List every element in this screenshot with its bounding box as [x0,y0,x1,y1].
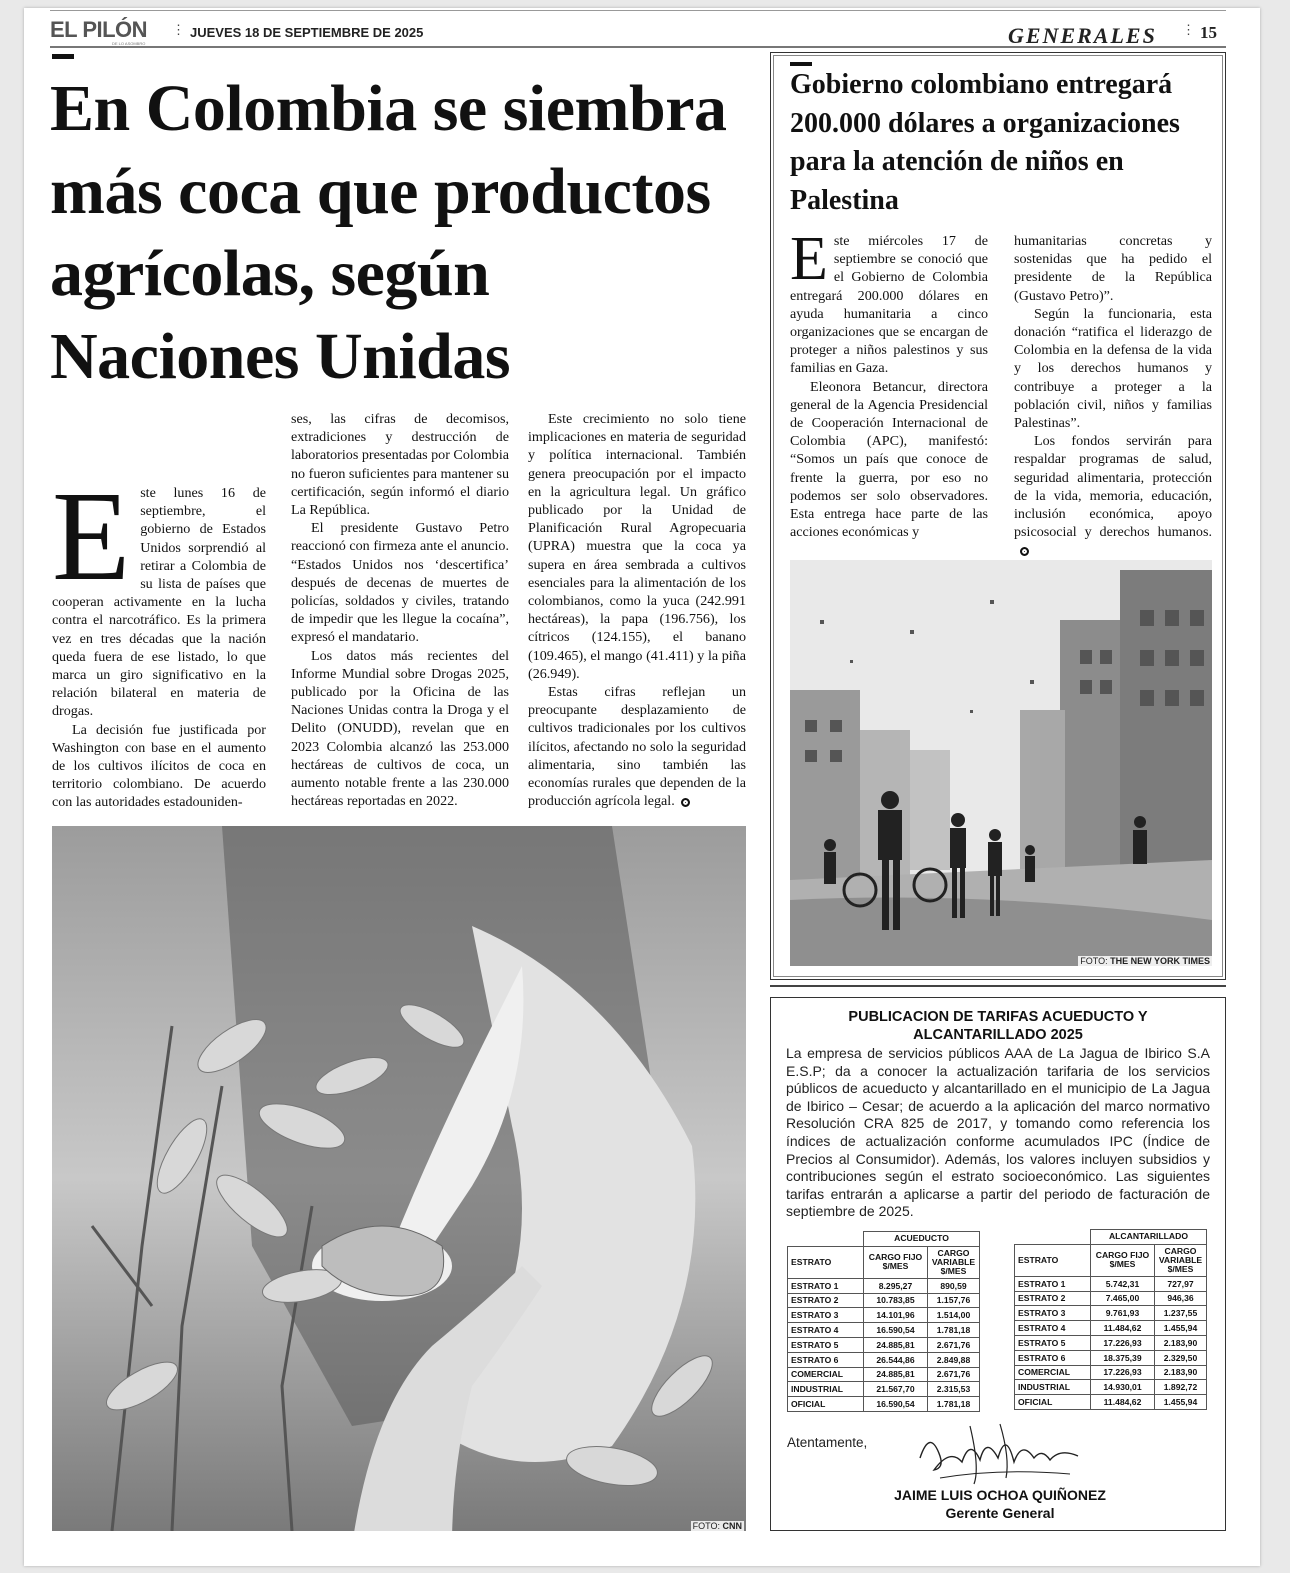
table-row [1015,1350,1207,1365]
drop-cap: E [52,465,131,607]
signatory-role: Gerente General [945,1505,1055,1521]
row-label: ESTRATO 6 [788,1352,864,1367]
row-label: ESTRATO 1 [1015,1276,1091,1291]
row-label: INDUSTRIAL [788,1382,864,1397]
coca-harvest-image [52,826,746,1531]
table-cell: 26.544,86 [864,1352,928,1367]
row-label: OFICIAL [788,1397,864,1412]
table-row [1015,1291,1207,1306]
logo-tagline: DE LO ASOMBRO [112,41,146,46]
table-cell: 2.671,76 [928,1367,980,1382]
header-separator: ⋮ [1182,22,1195,37]
table-group-header: ACUEDUCTO [864,1232,980,1247]
row-label: ESTRATO 2 [1015,1291,1091,1306]
acueducto-tariff-table [787,1231,980,1412]
table-body [1015,1276,1207,1409]
main-article-column-2 [291,410,509,810]
header-separator: ⋮ [172,22,185,37]
table-row [1015,1365,1207,1380]
row-label: COMERCIAL [1015,1365,1091,1380]
issue-date: JUEVES 18 DE SEPTIEMBRE DE 2025 [190,25,424,40]
table-cell: 727,97 [1155,1276,1207,1291]
table-cell: 16.590,54 [864,1323,928,1338]
main-headline: En Colombia se siembra más coca que productos agrícolas, según Naciones Unidas [50,72,727,393]
table-cell: 14.930,01 [1091,1380,1155,1395]
table-row [788,1278,980,1293]
table-cell: 1.514,00 [928,1308,980,1323]
row-label: ESTRATO 5 [788,1337,864,1352]
table-cell: 2.671,76 [928,1337,980,1352]
table-cell: 1.237,55 [1155,1306,1207,1321]
paragraph: ste miércoles 17 de septiembre se conoció que el Gobierno de Colombia entregará 200.000 dólares en ayuda humanitaria a cinco organizaciones que se encargan de proteger a niños palestinos y sus familias en Gaza. [790,233,988,377]
table-cell: 7.465,00 [1091,1291,1155,1306]
side-article-column-1 [790,225,988,541]
table-row [1015,1380,1207,1395]
side-article-column-2 [1014,232,1212,560]
column-header: CARGO VARIABLE $/MES [928,1246,980,1278]
table-cell: 2.183,90 [1155,1335,1207,1350]
notice-rule [770,985,1226,987]
row-label: ESTRATO 5 [1015,1335,1091,1350]
paragraph: Según la funcionaria, esta donación “ratifica el liderazgo de Colombia en la defensa de la vida y los derechos humanos y contribuye a proteger a la población civil, niños y familias Palestinas”. [1014,305,1212,432]
table-cell: 1.892,72 [1155,1380,1207,1395]
section-name: GENERALES [1008,23,1157,48]
table-cell: 16.590,54 [864,1397,928,1412]
paragraph: ses, las cifras de decomisos, extradiciones y destrucción de laboratorios presentadas por Colombia no fueron suficientes para mantener su certificación, según informó el diario La República. [291,411,510,519]
table-row [788,1367,980,1382]
signatory-name: JAIME LUIS OCHOA QUIÑONEZ [894,1487,1106,1503]
notice-title: PUBLICACION DE TARIFAS ACUEDUCTO Y ALCANTARILLADO 2025 [848,1009,1148,1043]
coca-harvest-photo [52,826,746,1531]
row-label: ESTRATO 4 [1015,1321,1091,1336]
row-label: ESTRATO 1 [788,1278,864,1293]
table-cell: 17.226,93 [1091,1335,1155,1350]
table-cell: 24.885,81 [864,1337,928,1352]
table-row [1015,1395,1207,1410]
photo-credit: FOTO: CNN [692,1521,742,1531]
table-cell: 5.742,31 [1091,1276,1155,1291]
page-number: 15 [1200,23,1217,42]
headline-marker [52,54,74,59]
table-header-spacer [1015,1230,1091,1245]
paragraph: La decisión fue justificada por Washington con base en el aumento de los cultivos ilícitos de coca en territorio colombiano. De acuerdo con las autoridades estadouniden- [52,721,266,811]
table-cell: 2.183,90 [1155,1365,1207,1380]
notice-body: La empresa de servicios públicos AAA de La Jagua de Ibirico S.A E.S.P; da a conocer la actualización tarifaria de los servicios públicos de acueducto y alcantarillado en el municipio de La Jagua de Ibirico – Cesar; de acuerdo a la aplicación del marco normativo Resolución CRA 825 de 2017, y tomando como referencia los índices de actualización conforme acumulados IPC (Índice de Precios al Consumidor). Además, los valores incluyen subsidios y contribuciones según el estrato socioeconómico. Las siguientes tarifas entrarán a aplicarse a partir del periodo de facturación de septiembre de 2025. [786,1045,1210,1220]
drop-cap: E [790,225,828,293]
table-row [1015,1306,1207,1321]
paragraph: Estas cifras reflejan un preocupante desplazamiento de cultivos tradicionales por los cultivos ilícitos, afectando no solo la seguridad alimentaria, sino también las economías rurales que dependen de la producción agrícola legal. [528,684,746,810]
table-cell: 14.101,96 [864,1308,928,1323]
newspaper-logo: EL PILÓN [50,17,148,42]
table-cell: 2.329,50 [1155,1350,1207,1365]
table-cell: 18.375,39 [1091,1350,1155,1365]
table-cell: 1.781,18 [928,1397,980,1412]
table-cell: 1.157,76 [928,1293,980,1308]
table-cell: 1.455,94 [1155,1395,1207,1410]
end-of-article-icon [681,798,690,807]
photo-credit: FOTO: THE NEW YORK TIMES [1080,956,1210,966]
table-row [1015,1321,1207,1336]
row-label: OFICIAL [1015,1395,1091,1410]
closing-salutation: Atentamente, [787,1435,868,1450]
column-header: CARGO FIJO $/MES [864,1246,928,1278]
table-row [788,1308,980,1323]
table-row [788,1382,980,1397]
row-label: ESTRATO 2 [788,1293,864,1308]
table-group-header: ALCANTARILLADO [1091,1230,1207,1245]
main-article-column-3 [528,410,746,810]
row-label: ESTRATO 3 [1015,1306,1091,1321]
gaza-street-image [790,560,1212,966]
side-headline: Gobierno colombiano entregará 200.000 dólares a organizaciones para la atención de niños en Palestina [790,69,1180,216]
alcantarillado-tariff-table [1014,1229,1207,1410]
gaza-street-photo [790,560,1212,966]
table-cell: 10.783,85 [864,1293,928,1308]
table-cell: 946,36 [1155,1291,1207,1306]
row-label: COMERCIAL [788,1367,864,1382]
signature-image [910,1418,1090,1488]
table-cell: 2.849,88 [928,1352,980,1367]
table-row [1015,1276,1207,1291]
end-of-article-icon [1020,547,1029,556]
table-cell: 11.484,62 [1091,1321,1155,1336]
table-cell: 24.885,81 [864,1367,928,1382]
table-cell: 9.761,93 [1091,1306,1155,1321]
row-label: INDUSTRIAL [1015,1380,1091,1395]
main-article-column-1 [52,465,266,812]
table-row [1015,1335,1207,1350]
paragraph: humanitarias concretas y sostenidas que ha pedido el presidente de la República (Gustavo Petro)”. [1014,233,1212,304]
table-cell: 11.484,62 [1091,1395,1155,1410]
row-label: ESTRATO 3 [788,1308,864,1323]
paragraph: El presidente Gustavo Petro reaccionó con firmeza ante el anuncio. “Estados Unidos nos ‘descertifica’ después de decenas de muertes de policías, soldados y civiles, tratando de impedir que les llegue la cocaína”, expresó el mandatario. [291,520,509,646]
paragraph: Eleonora Betancur, directora general de la Agencia Presidencial de Cooperación Internacional de Colombia (APC), manifestó: “Somos un país que conoce de frente la guerra, por eso no podemos ser solo observadores. Esta entrega hace parte de las acciones económicas y [790,378,988,541]
paragraph: Los fondos servirán para respaldar programas de salud, seguridad alimentaria, protección de la vida, memoria, educación, inclusión económica, apoyo psicosocial y derechos humanos. [1014,432,1212,559]
column-header: CARGO VARIABLE $/MES [1155,1244,1207,1276]
column-header: CARGO FIJO $/MES [1091,1244,1155,1276]
paragraph: Los datos más recientes del Informe Mundial sobre Drogas 2025, publicado por la Oficina de las Naciones Unidas contra la Droga y el Delito (ONUDD), revelan que en 2023 Colombia alcanzó las 253.000 hectáreas de cultivos de coca, un aumento notable frente a las 230.000 hectáreas reportadas en 2022. [291,647,509,810]
paragraph: Este crecimiento no solo tiene implicaciones en materia de seguridad y política internacional. También genera preocupación por el impacto en la agricultura legal. Un gráfico publicado por la Unidad de Planificación Rural Agropecuaria (UPRA) muestra que la coca ya supera en área sembrada a cultivos esenciales para la alimentación de los colombianos, como la yuca (242.991 hectáreas), la papa (196.756), los cítricos (124.155), el banano (109.465), el mango (41.411) y la piña (26.949). [528,411,746,682]
paragraph: ste lunes 16 de septiembre, el gobierno de Estados Unidos sorprendió al retirar a Colombia de su lista de países que cooperan activamente en la lucha contra el narcotráfico. Es la primera vez en tres décadas que la nación queda fuera de ese listado, lo que marca un giro significativo en la relación bilateral en materia de drogas. [52,485,266,720]
table-cell: 890,59 [928,1278,980,1293]
row-label: ESTRATO 4 [788,1323,864,1338]
table-cell: 1.455,94 [1155,1321,1207,1336]
table-cell: 8.295,27 [864,1278,928,1293]
column-header: ESTRATO [788,1246,864,1278]
page-header [50,10,1226,48]
table-header-spacer [788,1232,864,1247]
table-body [788,1278,980,1411]
table-row [788,1397,980,1412]
table-row [788,1323,980,1338]
row-label: ESTRATO 6 [1015,1350,1091,1365]
table-row [788,1352,980,1367]
table-row [788,1293,980,1308]
table-row [788,1337,980,1352]
table-cell: 17.226,93 [1091,1365,1155,1380]
table-cell: 2.315,53 [928,1382,980,1397]
column-header: ESTRATO [1015,1244,1091,1276]
table-cell: 21.567,70 [864,1382,928,1397]
table-cell: 1.781,18 [928,1323,980,1338]
